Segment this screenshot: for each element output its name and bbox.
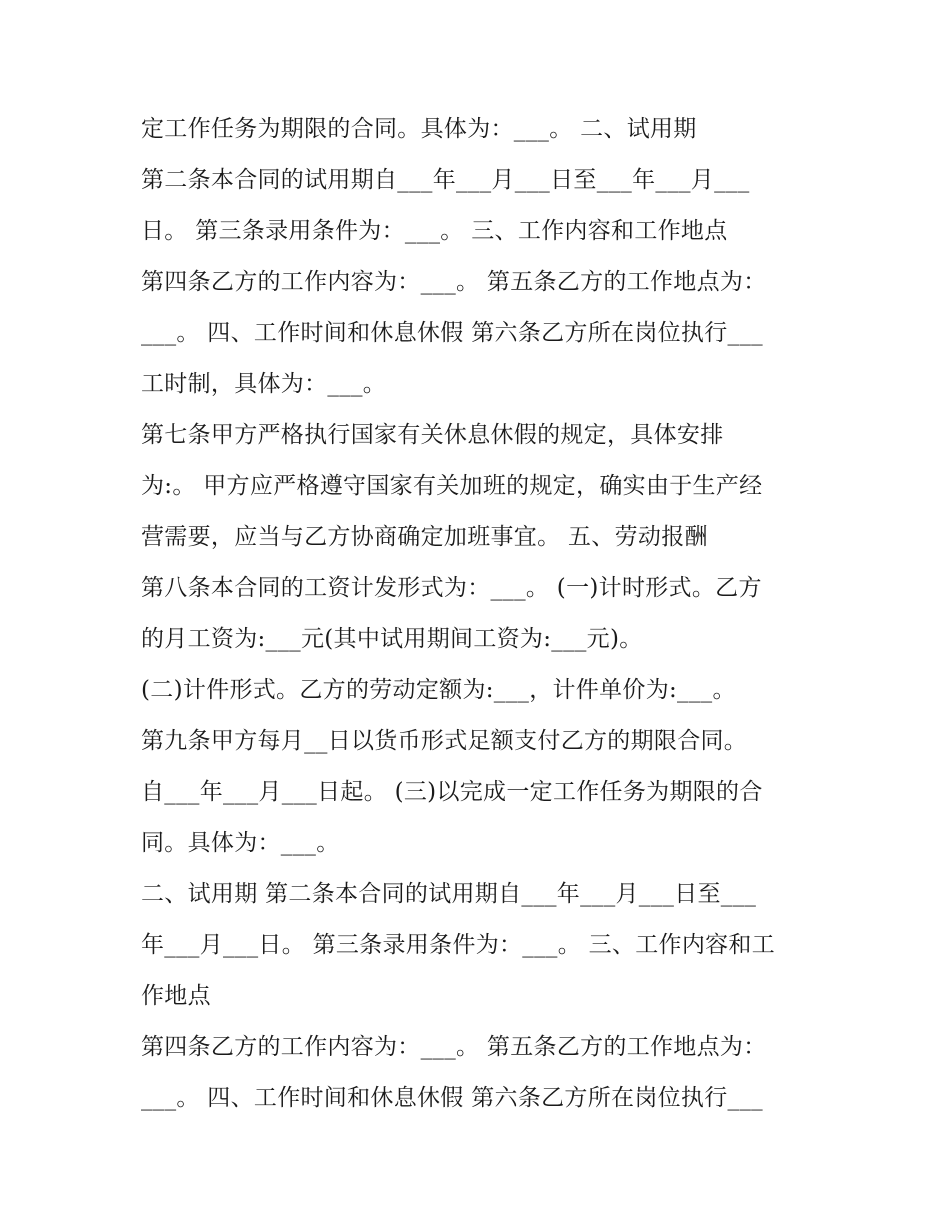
text-line: 工时制，具体为：___。 (141, 371, 387, 397)
text-line: (二)计件形式。乙方的劳动定额为:___，计件单价为:___。 (141, 677, 736, 703)
text-line: 第四条乙方的工作内容为：___。 第五条乙方的工作地点为： (141, 269, 767, 295)
text-line: 的月工资为:___元(其中试用期间工资为:___元)。 (141, 626, 643, 652)
text-line: 日。 第三条录用条件为：___。 三、工作内容和工作地点 (141, 218, 728, 244)
text-line: 二、试用期 第二条本合同的试用期自___年___月___日至___ (141, 881, 757, 907)
text-line: 作地点 (141, 983, 211, 1009)
document-body (141, 104, 831, 1124)
text-line: 第八条本合同的工资计发形式为：___。 (一)计时形式。乙方 (141, 575, 762, 601)
text-line: 第四条乙方的工作内容为：___。 第五条乙方的工作地点为： (141, 1034, 767, 1060)
text-line: 第七条甲方严格执行国家有关休息休假的规定，具体安排 (141, 422, 724, 448)
text-line: 第二条本合同的试用期自___年___月___日至___年___月___ (141, 167, 750, 193)
text-line: 为:。 甲方应严格遵守国家有关加班的规定，确实由于生产经 (141, 473, 763, 499)
text-line: 同。具体为：___。 (141, 830, 340, 856)
text-line: ___。 四、工作时间和休息休假 第六条乙方所在岗位执行___ (141, 320, 763, 346)
text-line: 第九条甲方每月__日以货币形式足额支付乙方的期限合同。 (141, 728, 748, 754)
text-line: 年___月___日。 第三条录用条件为：___。 三、工作内容和工 (141, 932, 776, 958)
text-line: 自___年___月___日起。 (三)以完成一定工作任务为期限的合 (141, 779, 763, 805)
text-line: 定工作任务为期限的合同。具体为：___。 二、试用期 (141, 116, 697, 142)
text-line: 营需要，应当与乙方协商确定加班事宜。 五、劳动报酬 (141, 524, 708, 550)
text-line: ___。 四、工作时间和休息休假 第六条乙方所在岗位执行___ (141, 1085, 763, 1111)
